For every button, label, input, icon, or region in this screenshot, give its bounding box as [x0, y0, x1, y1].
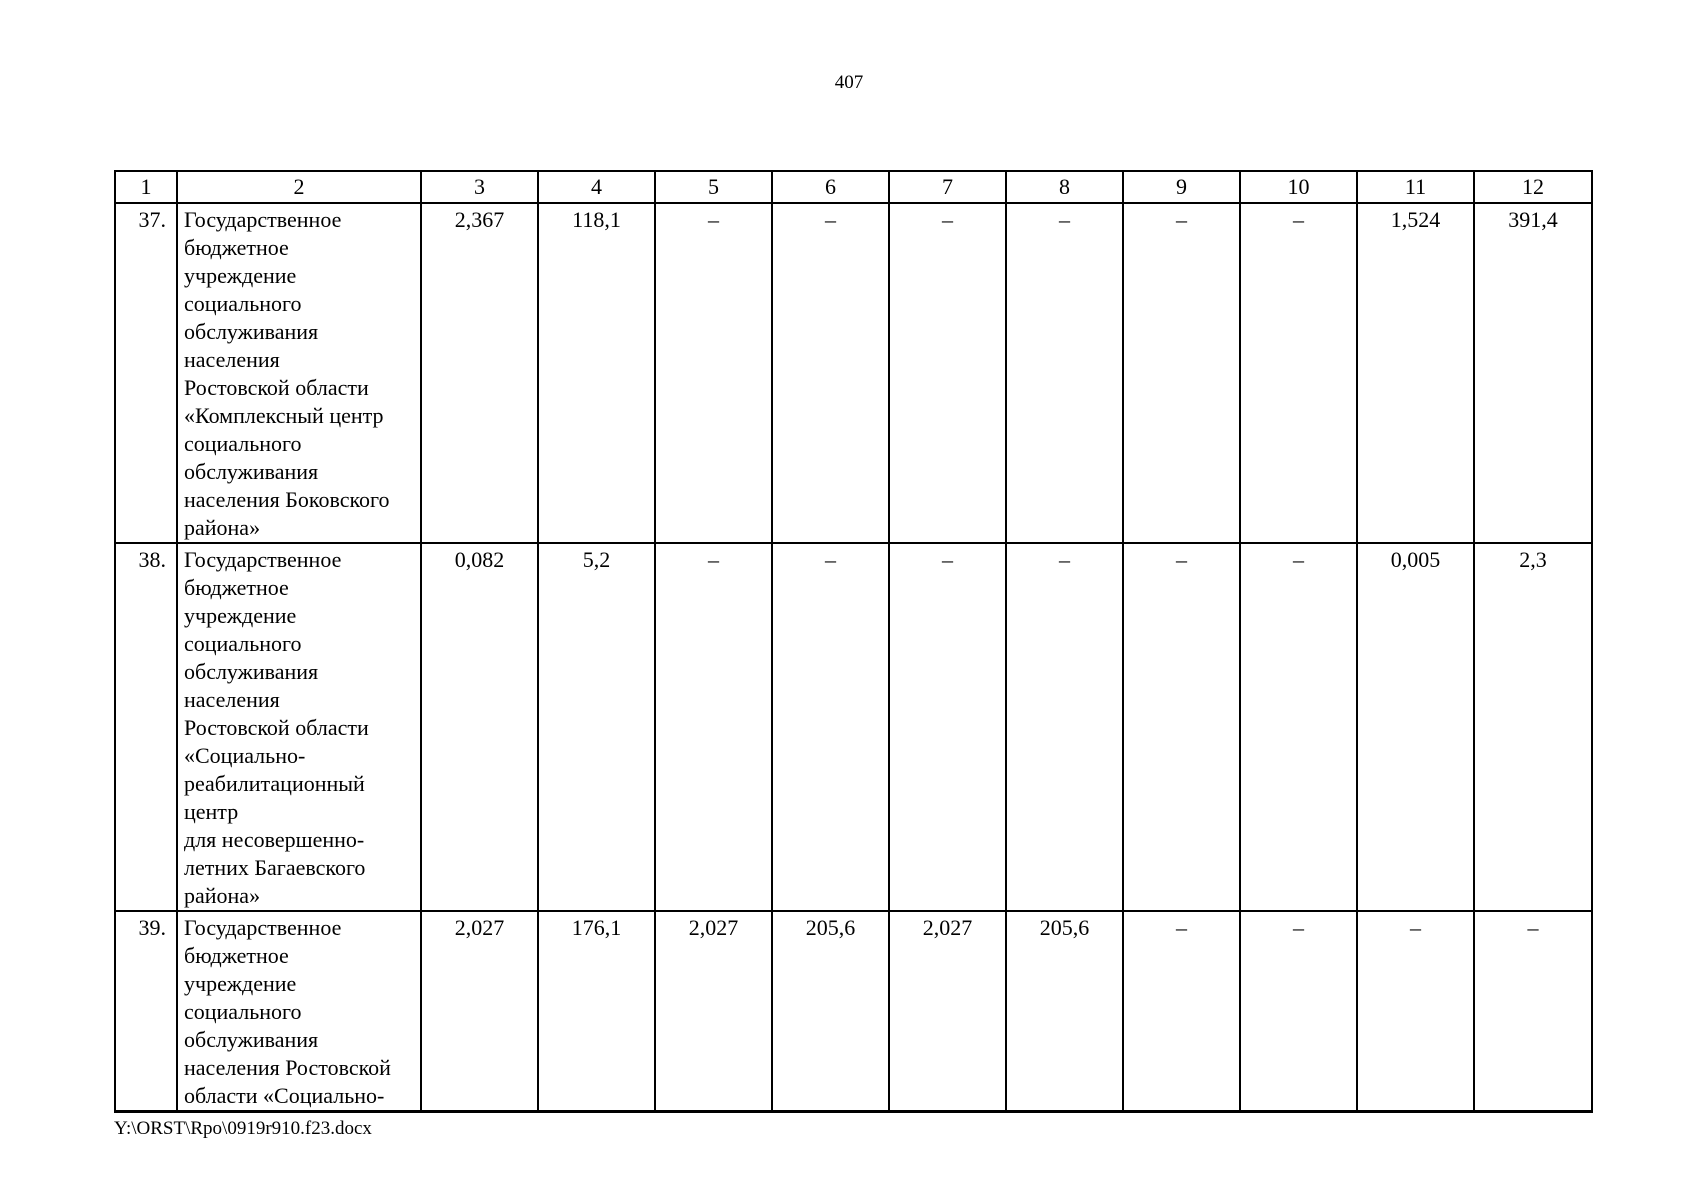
name-line: социального [184, 291, 302, 316]
value-cell: – [655, 543, 772, 911]
value-cell: – [889, 543, 1006, 911]
value-cell: 2,027 [889, 911, 1006, 1112]
value-cell: – [1240, 911, 1357, 1112]
name-line: Ростовской области [184, 715, 369, 740]
name-line: населения Боковского [184, 487, 390, 512]
header-cell: 8 [1006, 171, 1123, 203]
value-cell: 2,3 [1474, 543, 1592, 911]
header-cell: 11 [1357, 171, 1474, 203]
row-number: 38. [115, 543, 177, 911]
value-cell: – [1123, 543, 1240, 911]
name-line: района» [184, 515, 261, 540]
header-cell: 10 [1240, 171, 1357, 203]
table-row [115, 203, 1592, 543]
value-cell: 0,082 [421, 543, 538, 911]
name-line: реабилитационный [184, 771, 365, 796]
name-line: социального [184, 431, 302, 456]
data-table [114, 170, 1593, 1113]
name-line: учреждение [184, 603, 297, 628]
name-line: социального [184, 631, 302, 656]
file-path-footer: Y:\ORST\Rpo\0919r910.f23.docx [114, 1118, 372, 1139]
name-line: обслуживания [184, 1027, 319, 1052]
value-cell: – [1240, 203, 1357, 543]
name-line: области «Социально- [184, 1083, 385, 1108]
name-line: Государственное [184, 207, 342, 232]
name-line: учреждение [184, 263, 297, 288]
institution-name [177, 543, 421, 911]
institution-name [177, 203, 421, 543]
value-cell: – [772, 203, 889, 543]
header-cell: 2 [177, 171, 421, 203]
name-line: «Социально- [184, 743, 306, 768]
value-cell: – [1006, 203, 1123, 543]
value-cell: – [1123, 203, 1240, 543]
header-cell: 6 [772, 171, 889, 203]
name-line: населения [184, 687, 280, 712]
header-cell: 5 [655, 171, 772, 203]
value-cell: 0,005 [1357, 543, 1474, 911]
value-cell: – [1474, 911, 1592, 1112]
name-line: бюджетное [184, 575, 289, 600]
value-cell: 5,2 [538, 543, 655, 911]
row-number: 39. [115, 911, 177, 1112]
value-cell: – [1240, 543, 1357, 911]
name-line: бюджетное [184, 943, 289, 968]
value-cell: – [1357, 911, 1474, 1112]
value-cell: 2,027 [421, 911, 538, 1112]
value-cell: – [1123, 911, 1240, 1112]
name-line: учреждение [184, 971, 297, 996]
header-cell: 7 [889, 171, 1006, 203]
header-cell: 4 [538, 171, 655, 203]
table-row [115, 543, 1592, 911]
value-cell: – [889, 203, 1006, 543]
name-line: бюджетное [184, 235, 289, 260]
value-cell: 391,4 [1474, 203, 1592, 543]
name-line: населения Ростовской [184, 1055, 391, 1080]
value-cell: 205,6 [772, 911, 889, 1112]
name-line: обслуживания [184, 459, 319, 484]
page-number: 407 [834, 72, 864, 93]
name-line: Государственное [184, 547, 342, 572]
name-line: Государственное [184, 915, 342, 940]
row-number: 37. [115, 203, 177, 543]
name-line: обслуживания [184, 659, 319, 684]
name-line: центр [184, 799, 239, 824]
value-cell: 1,524 [1357, 203, 1474, 543]
name-line: района» [184, 883, 261, 908]
name-line: летних Багаевского [184, 855, 366, 880]
value-cell: 205,6 [1006, 911, 1123, 1112]
table-row [115, 911, 1592, 1112]
value-cell: 2,027 [655, 911, 772, 1112]
header-cell: 3 [421, 171, 538, 203]
value-cell: 2,367 [421, 203, 538, 543]
value-cell: – [1006, 543, 1123, 911]
institution-name [177, 911, 421, 1112]
header-cell: 9 [1123, 171, 1240, 203]
value-cell: – [655, 203, 772, 543]
value-cell: 118,1 [538, 203, 655, 543]
name-line: Ростовской области [184, 375, 369, 400]
name-line: для несовершенно- [184, 827, 365, 852]
name-line: социального [184, 999, 302, 1024]
table-header-row [115, 171, 1592, 203]
header-cell: 1 [115, 171, 177, 203]
name-line: обслуживания [184, 319, 319, 344]
header-cell: 12 [1474, 171, 1592, 203]
name-line: «Комплексный центр [184, 403, 384, 428]
value-cell: 176,1 [538, 911, 655, 1112]
value-cell: – [772, 543, 889, 911]
name-line: населения [184, 347, 280, 372]
